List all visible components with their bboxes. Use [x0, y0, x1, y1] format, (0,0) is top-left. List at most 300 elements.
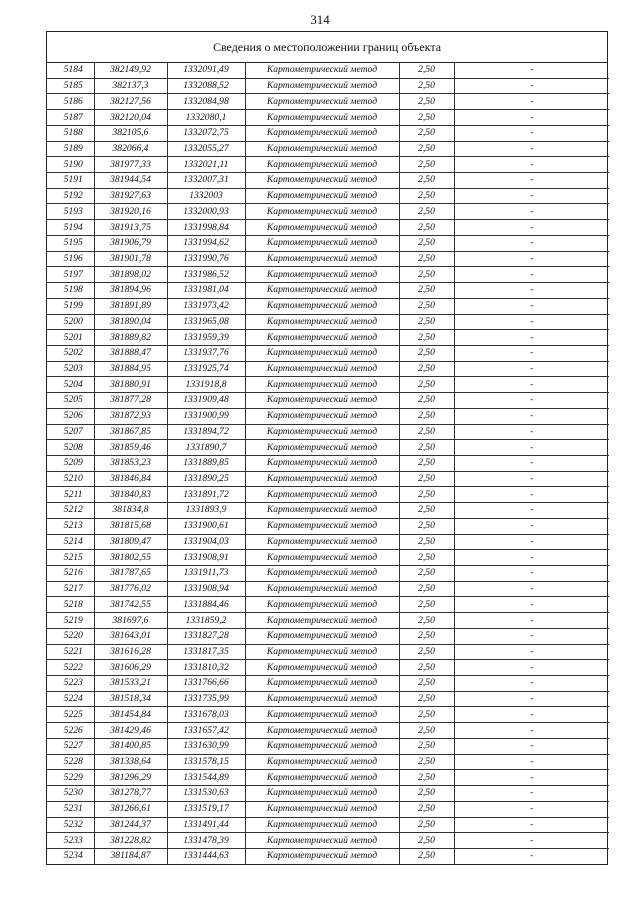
y-coordinate-cell: 1331735,99	[167, 691, 245, 707]
table-row	[47, 644, 609, 660]
table-row	[47, 801, 609, 817]
y-coordinate-cell: 1331904,03	[167, 534, 245, 550]
table-row	[47, 408, 609, 424]
point-number-cell: 5206	[47, 408, 94, 424]
method-cell: Картометрический метод	[245, 330, 399, 346]
point-number-cell: 5192	[47, 188, 94, 204]
point-number-cell: 5227	[47, 738, 94, 754]
table-row	[47, 848, 609, 863]
table-row	[47, 440, 609, 456]
accuracy-cell: 2,50	[399, 534, 454, 550]
x-coordinate-cell: 382066,4	[94, 141, 167, 157]
point-number-cell: 5216	[47, 566, 94, 582]
x-coordinate-cell: 381884,95	[94, 361, 167, 377]
x-coordinate-cell: 381898,02	[94, 267, 167, 283]
table-row	[47, 188, 609, 204]
accuracy-cell: 2,50	[399, 408, 454, 424]
description-cell: -	[454, 141, 609, 157]
y-coordinate-cell: 1331911,73	[167, 566, 245, 582]
table-row	[47, 125, 609, 141]
description-cell: -	[454, 566, 609, 582]
description-cell: -	[454, 345, 609, 361]
accuracy-cell: 2,50	[399, 455, 454, 471]
point-number-cell: 5205	[47, 393, 94, 409]
accuracy-cell: 2,50	[399, 707, 454, 723]
method-cell: Картометрический метод	[245, 110, 399, 126]
description-cell: -	[454, 691, 609, 707]
method-cell: Картометрический метод	[245, 78, 399, 94]
point-number-cell: 5209	[47, 455, 94, 471]
description-cell: -	[454, 613, 609, 629]
description-cell: -	[454, 330, 609, 346]
table-row	[47, 628, 609, 644]
y-coordinate-cell: 1331900,99	[167, 408, 245, 424]
table-row	[47, 518, 609, 534]
x-coordinate-cell: 381889,82	[94, 330, 167, 346]
method-cell: Картометрический метод	[245, 754, 399, 770]
point-number-cell: 5233	[47, 833, 94, 849]
point-number-cell: 5202	[47, 345, 94, 361]
y-coordinate-cell: 1331918,8	[167, 377, 245, 393]
point-number-cell: 5199	[47, 298, 94, 314]
method-cell: Картометрический метод	[245, 251, 399, 267]
method-cell: Картометрический метод	[245, 94, 399, 110]
description-cell: -	[454, 597, 609, 613]
point-number-cell: 5217	[47, 581, 94, 597]
y-coordinate-cell: 1331894,72	[167, 424, 245, 440]
accuracy-cell: 2,50	[399, 660, 454, 676]
x-coordinate-cell: 381606,29	[94, 660, 167, 676]
point-number-cell: 5191	[47, 173, 94, 189]
method-cell: Картометрический метод	[245, 566, 399, 582]
description-cell: -	[454, 534, 609, 550]
description-cell: -	[454, 63, 609, 78]
y-coordinate-cell: 1331889,85	[167, 455, 245, 471]
point-number-cell: 5208	[47, 440, 94, 456]
table-row	[47, 738, 609, 754]
y-coordinate-cell: 1331998,84	[167, 220, 245, 236]
description-cell: -	[454, 644, 609, 660]
accuracy-cell: 2,50	[399, 550, 454, 566]
method-cell: Картометрический метод	[245, 613, 399, 629]
x-coordinate-cell: 381533,21	[94, 676, 167, 692]
table-row	[47, 786, 609, 802]
accuracy-cell: 2,50	[399, 676, 454, 692]
x-coordinate-cell: 381901,78	[94, 251, 167, 267]
accuracy-cell: 2,50	[399, 251, 454, 267]
method-cell: Картометрический метод	[245, 503, 399, 519]
x-coordinate-cell: 381840,83	[94, 487, 167, 503]
x-coordinate-cell: 381977,33	[94, 157, 167, 173]
y-coordinate-cell: 1331981,04	[167, 283, 245, 299]
y-coordinate-cell: 1331578,15	[167, 754, 245, 770]
table-row	[47, 676, 609, 692]
table-row	[47, 833, 609, 849]
description-cell: -	[454, 550, 609, 566]
description-cell: -	[454, 94, 609, 110]
accuracy-cell: 2,50	[399, 283, 454, 299]
method-cell: Картометрический метод	[245, 188, 399, 204]
accuracy-cell: 2,50	[399, 628, 454, 644]
accuracy-cell: 2,50	[399, 361, 454, 377]
description-cell: -	[454, 78, 609, 94]
description-cell: -	[454, 110, 609, 126]
accuracy-cell: 2,50	[399, 110, 454, 126]
method-cell: Картометрический метод	[245, 298, 399, 314]
method-cell: Картометрический метод	[245, 597, 399, 613]
accuracy-cell: 2,50	[399, 471, 454, 487]
point-number-cell: 5211	[47, 487, 94, 503]
x-coordinate-cell: 381809,47	[94, 534, 167, 550]
accuracy-cell: 2,50	[399, 298, 454, 314]
method-cell: Картометрический метод	[245, 125, 399, 141]
y-coordinate-cell: 1331519,17	[167, 801, 245, 817]
description-cell: -	[454, 817, 609, 833]
point-number-cell: 5197	[47, 267, 94, 283]
x-coordinate-cell: 381944,54	[94, 173, 167, 189]
x-coordinate-cell: 381853,23	[94, 455, 167, 471]
accuracy-cell: 2,50	[399, 345, 454, 361]
description-cell: -	[454, 298, 609, 314]
y-coordinate-cell: 1331973,42	[167, 298, 245, 314]
description-cell: -	[454, 487, 609, 503]
description-cell: -	[454, 283, 609, 299]
method-cell: Картометрический метод	[245, 487, 399, 503]
accuracy-cell: 2,50	[399, 314, 454, 330]
point-number-cell: 5185	[47, 78, 94, 94]
x-coordinate-cell: 381697,6	[94, 613, 167, 629]
table-row	[47, 487, 609, 503]
description-cell: -	[454, 173, 609, 189]
method-cell: Картометрический метод	[245, 345, 399, 361]
accuracy-cell: 2,50	[399, 157, 454, 173]
point-number-cell: 5184	[47, 63, 94, 78]
x-coordinate-cell: 381616,28	[94, 644, 167, 660]
point-number-cell: 5228	[47, 754, 94, 770]
table-row	[47, 754, 609, 770]
description-cell: -	[454, 581, 609, 597]
description-cell: -	[454, 125, 609, 141]
y-coordinate-cell: 1331925,74	[167, 361, 245, 377]
y-coordinate-cell: 1331544,89	[167, 770, 245, 786]
accuracy-cell: 2,50	[399, 440, 454, 456]
description-cell: -	[454, 503, 609, 519]
table-row	[47, 691, 609, 707]
table-row	[47, 78, 609, 94]
x-coordinate-cell: 381877,28	[94, 393, 167, 409]
description-cell: -	[454, 314, 609, 330]
accuracy-cell: 2,50	[399, 125, 454, 141]
description-cell: -	[454, 440, 609, 456]
method-cell: Картометрический метод	[245, 676, 399, 692]
x-coordinate-cell: 381228,82	[94, 833, 167, 849]
method-cell: Картометрический метод	[245, 235, 399, 251]
accuracy-cell: 2,50	[399, 613, 454, 629]
y-coordinate-cell: 1332091,49	[167, 63, 245, 78]
point-number-cell: 5193	[47, 204, 94, 220]
x-coordinate-cell: 381891,89	[94, 298, 167, 314]
x-coordinate-cell: 382127,56	[94, 94, 167, 110]
table-body	[47, 63, 609, 864]
description-cell: -	[454, 204, 609, 220]
method-cell: Картометрический метод	[245, 314, 399, 330]
point-number-cell: 5201	[47, 330, 94, 346]
point-number-cell: 5190	[47, 157, 94, 173]
description-cell: -	[454, 408, 609, 424]
accuracy-cell: 2,50	[399, 566, 454, 582]
method-cell: Картометрический метод	[245, 833, 399, 849]
y-coordinate-cell: 1332084,98	[167, 94, 245, 110]
table-row	[47, 424, 609, 440]
accuracy-cell: 2,50	[399, 173, 454, 189]
method-cell: Картометрический метод	[245, 408, 399, 424]
table-row	[47, 503, 609, 519]
point-number-cell: 5186	[47, 94, 94, 110]
table-row	[47, 597, 609, 613]
y-coordinate-cell: 1332007,31	[167, 173, 245, 189]
accuracy-cell: 2,50	[399, 94, 454, 110]
y-coordinate-cell: 1331965,08	[167, 314, 245, 330]
table-row	[47, 94, 609, 110]
accuracy-cell: 2,50	[399, 848, 454, 863]
table-row	[47, 566, 609, 582]
accuracy-cell: 2,50	[399, 204, 454, 220]
method-cell: Картометрический метод	[245, 518, 399, 534]
table-row	[47, 393, 609, 409]
y-coordinate-cell: 1331908,94	[167, 581, 245, 597]
point-number-cell: 5203	[47, 361, 94, 377]
point-number-cell: 5231	[47, 801, 94, 817]
description-cell: -	[454, 424, 609, 440]
method-cell: Картометрический метод	[245, 550, 399, 566]
table-row	[47, 723, 609, 739]
x-coordinate-cell: 381429,46	[94, 723, 167, 739]
x-coordinate-cell: 381776,02	[94, 581, 167, 597]
y-coordinate-cell: 1332088,52	[167, 78, 245, 94]
accuracy-cell: 2,50	[399, 63, 454, 78]
y-coordinate-cell: 1331994,62	[167, 235, 245, 251]
description-cell: -	[454, 628, 609, 644]
method-cell: Картометрический метод	[245, 738, 399, 754]
x-coordinate-cell: 381846,84	[94, 471, 167, 487]
y-coordinate-cell: 1331986,52	[167, 267, 245, 283]
method-cell: Картометрический метод	[245, 628, 399, 644]
method-cell: Картометрический метод	[245, 283, 399, 299]
point-number-cell: 5188	[47, 125, 94, 141]
method-cell: Картометрический метод	[245, 471, 399, 487]
x-coordinate-cell: 381894,96	[94, 283, 167, 299]
y-coordinate-cell: 1332000,93	[167, 204, 245, 220]
x-coordinate-cell: 381454,84	[94, 707, 167, 723]
method-cell: Картометрический метод	[245, 393, 399, 409]
table-row	[47, 455, 609, 471]
method-cell: Картометрический метод	[245, 361, 399, 377]
accuracy-cell: 2,50	[399, 518, 454, 534]
table-row	[47, 204, 609, 220]
method-cell: Картометрический метод	[245, 173, 399, 189]
table-row	[47, 220, 609, 236]
method-cell: Картометрический метод	[245, 204, 399, 220]
method-cell: Картометрический метод	[245, 267, 399, 283]
method-cell: Картометрический метод	[245, 581, 399, 597]
point-number-cell: 5220	[47, 628, 94, 644]
description-cell: -	[454, 220, 609, 236]
method-cell: Картометрический метод	[245, 440, 399, 456]
y-coordinate-cell: 1331990,76	[167, 251, 245, 267]
method-cell: Картометрический метод	[245, 770, 399, 786]
y-coordinate-cell: 1331491,44	[167, 817, 245, 833]
y-coordinate-cell: 1331891,72	[167, 487, 245, 503]
accuracy-cell: 2,50	[399, 817, 454, 833]
table-row	[47, 581, 609, 597]
y-coordinate-cell: 1332021,11	[167, 157, 245, 173]
method-cell: Картометрический метод	[245, 723, 399, 739]
x-coordinate-cell: 381400,85	[94, 738, 167, 754]
point-number-cell: 5219	[47, 613, 94, 629]
point-number-cell: 5215	[47, 550, 94, 566]
point-number-cell: 5214	[47, 534, 94, 550]
point-number-cell: 5207	[47, 424, 94, 440]
x-coordinate-cell: 381278,77	[94, 786, 167, 802]
accuracy-cell: 2,50	[399, 770, 454, 786]
table-row	[47, 298, 609, 314]
table-row	[47, 267, 609, 283]
point-number-cell: 5195	[47, 235, 94, 251]
point-number-cell: 5222	[47, 660, 94, 676]
table-row	[47, 377, 609, 393]
point-number-cell: 5198	[47, 283, 94, 299]
accuracy-cell: 2,50	[399, 330, 454, 346]
method-cell: Картометрический метод	[245, 848, 399, 863]
x-coordinate-cell: 381888,47	[94, 345, 167, 361]
description-cell: -	[454, 251, 609, 267]
y-coordinate-cell: 1331817,35	[167, 644, 245, 660]
method-cell: Картометрический метод	[245, 377, 399, 393]
description-cell: -	[454, 848, 609, 863]
description-cell: -	[454, 455, 609, 471]
description-cell: -	[454, 235, 609, 251]
description-cell: -	[454, 471, 609, 487]
description-cell: -	[454, 754, 609, 770]
point-number-cell: 5212	[47, 503, 94, 519]
x-coordinate-cell: 381742,55	[94, 597, 167, 613]
y-coordinate-cell: 1331766,66	[167, 676, 245, 692]
x-coordinate-cell: 381867,85	[94, 424, 167, 440]
y-coordinate-cell: 1331890,7	[167, 440, 245, 456]
description-cell: -	[454, 833, 609, 849]
y-coordinate-cell: 1331678,03	[167, 707, 245, 723]
point-number-cell: 5234	[47, 848, 94, 863]
x-coordinate-cell: 381266,61	[94, 801, 167, 817]
accuracy-cell: 2,50	[399, 188, 454, 204]
x-coordinate-cell: 381872,93	[94, 408, 167, 424]
y-coordinate-cell: 1331893,9	[167, 503, 245, 519]
accuracy-cell: 2,50	[399, 644, 454, 660]
accuracy-cell: 2,50	[399, 801, 454, 817]
x-coordinate-cell: 381518,34	[94, 691, 167, 707]
y-coordinate-cell: 1331859,2	[167, 613, 245, 629]
y-coordinate-cell: 1331900,61	[167, 518, 245, 534]
point-number-cell: 5189	[47, 141, 94, 157]
y-coordinate-cell: 1331909,48	[167, 393, 245, 409]
x-coordinate-cell: 381802,55	[94, 550, 167, 566]
point-number-cell: 5204	[47, 377, 94, 393]
description-cell: -	[454, 707, 609, 723]
accuracy-cell: 2,50	[399, 691, 454, 707]
accuracy-cell: 2,50	[399, 503, 454, 519]
table-row	[47, 550, 609, 566]
y-coordinate-cell: 1331810,32	[167, 660, 245, 676]
point-number-cell: 5223	[47, 676, 94, 692]
point-number-cell: 5213	[47, 518, 94, 534]
coordinates-table	[47, 63, 609, 864]
description-cell: -	[454, 801, 609, 817]
accuracy-cell: 2,50	[399, 487, 454, 503]
table-row	[47, 283, 609, 299]
table-row	[47, 110, 609, 126]
table-row	[47, 173, 609, 189]
x-coordinate-cell: 381643,01	[94, 628, 167, 644]
x-coordinate-cell: 381859,46	[94, 440, 167, 456]
point-number-cell: 5200	[47, 314, 94, 330]
y-coordinate-cell: 1332055,27	[167, 141, 245, 157]
boundary-table-frame	[46, 31, 608, 865]
table-row	[47, 613, 609, 629]
y-coordinate-cell: 1331890,25	[167, 471, 245, 487]
point-number-cell: 5225	[47, 707, 94, 723]
table-title: Сведения о местоположении границ объекта	[47, 32, 607, 63]
x-coordinate-cell: 381913,75	[94, 220, 167, 236]
table-row	[47, 157, 609, 173]
point-number-cell: 5218	[47, 597, 94, 613]
description-cell: -	[454, 660, 609, 676]
y-coordinate-cell: 1331478,39	[167, 833, 245, 849]
x-coordinate-cell: 381880,91	[94, 377, 167, 393]
method-cell: Картометрический метод	[245, 660, 399, 676]
accuracy-cell: 2,50	[399, 424, 454, 440]
table-row	[47, 345, 609, 361]
x-coordinate-cell: 381920,16	[94, 204, 167, 220]
point-number-cell: 5224	[47, 691, 94, 707]
description-cell: -	[454, 377, 609, 393]
x-coordinate-cell: 382105,6	[94, 125, 167, 141]
x-coordinate-cell: 381906,79	[94, 235, 167, 251]
method-cell: Картометрический метод	[245, 220, 399, 236]
method-cell: Картометрический метод	[245, 63, 399, 78]
x-coordinate-cell: 381184,87	[94, 848, 167, 863]
description-cell: -	[454, 676, 609, 692]
y-coordinate-cell: 1331827,28	[167, 628, 245, 644]
y-coordinate-cell: 1331959,39	[167, 330, 245, 346]
y-coordinate-cell: 1331884,46	[167, 597, 245, 613]
point-number-cell: 5221	[47, 644, 94, 660]
y-coordinate-cell: 1332003	[167, 188, 245, 204]
x-coordinate-cell: 381787,65	[94, 566, 167, 582]
table-row	[47, 314, 609, 330]
table-row	[47, 251, 609, 267]
table-row	[47, 534, 609, 550]
accuracy-cell: 2,50	[399, 581, 454, 597]
point-number-cell: 5210	[47, 471, 94, 487]
table-row	[47, 660, 609, 676]
point-number-cell: 5232	[47, 817, 94, 833]
x-coordinate-cell: 381338,64	[94, 754, 167, 770]
accuracy-cell: 2,50	[399, 393, 454, 409]
method-cell: Картометрический метод	[245, 707, 399, 723]
method-cell: Картометрический метод	[245, 157, 399, 173]
description-cell: -	[454, 157, 609, 173]
x-coordinate-cell: 381815,68	[94, 518, 167, 534]
